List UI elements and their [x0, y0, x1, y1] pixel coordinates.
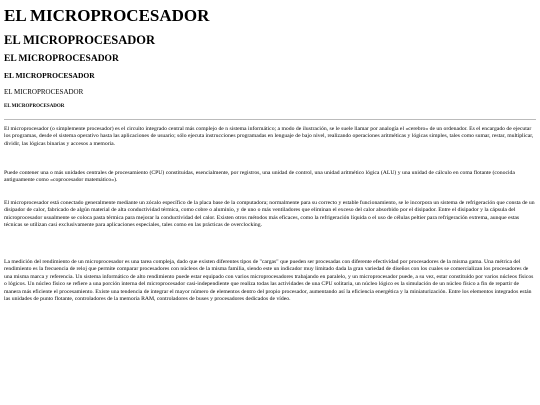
heading-level-1: EL MICROPROCESADOR [4, 6, 210, 25]
paragraph-cooling: El microprocesador está conectado generalmente mediante un zócalo específico de la placa base de la computadora; normalmente para su correcto y estable funcionamiento, se le incorpora un sistema de refrigeración que consta de un disipador de calor, fabricado de algún material de alta conductividad térmica, como cobre o aluminio, y de uno o más ventiladores que eliminan el exceso del calor absorbido por el disipador. Entre el disipador y la cápsula del microprocesador usualmente se coloca pasta térmica para mejorar la conductividad del calor. Existen otros métodos más eficaces, como la refrigeración líquida o el uso de células peltier para refrigeración extrema, aunque estas técnicas se utilizan casi exclusivamente para aplicaciones especiales, tales como en las prácticas de overclocking. [4, 200, 535, 229]
heading-level-6: EL MICROPROCESADOR [4, 104, 65, 109]
heading-level-2: EL MICROPROCESADOR [4, 33, 156, 47]
paragraph-definition: El microprocesador (o simplemente procesador) es el circuito integrado central más complejo de n sistema informático; a modo de ilustración, se le suele llamar por analogía el «cerebro» de un ordenador. Es el encargado de ejecutar los programas, desde el sistema operativo hasta las aplicaciones de usuario; sólo ejecuta instrucciones programadas en lenguaje de bajo nivel, realizando operaciones aritméticas y lógicas simples, tales como sumar, restar, multiplicar, dividir, las lógicas binarias y accesos a memoria. [4, 126, 534, 147]
paragraph-cpu-units: Puede contener una o más unidades centrales de procesamiento (CPU) constituidas, esencialmente, por registros, una unidad de control, una unidad aritmético lógica (ALU) y una unidad de cálculo en coma flotante (conocida antiguamente como «coprocesador matemático»). [4, 170, 515, 184]
heading-level-4: EL MICROPROCESADOR [4, 71, 95, 80]
heading-level-5: EL MICROPROCESADOR [4, 88, 84, 96]
horizontal-divider [4, 119, 536, 120]
heading-level-3: EL MICROPROCESADOR [4, 54, 119, 64]
paragraph-performance: La medición del rendimiento de un microprocesador es una tarea compleja, dado que existen diferentes tipos de "cargas" que pueden ser procesadas con diferente efectividad por procesadores de la misma gama. Una métrica del rendimiento es la frecuencia de reloj que permite comparar procesadores con núcleos de la misma familia, siendo este un indicador muy limitado dada la gran variedad de diseños con los cuales se comercializan los procesadores de una misma marca y referencia. Un sistema informático de alto rendimiento puede estar equipado con varios microprocesadores trabajando en paralelo, y un microprocesador puede, a su vez, estar constituido por varios núcleos físicos o lógicos. Un núcleo físico se refiere a una porción interna del microprocesador casi-independiente que realiza todas las actividades de una CPU solitaria, un núcleo lógico es la simulación de un núcleo físico a fin de repartir de manera más eficiente el procesamiento. Existe una tendencia de integrar el mayor número de elementos dentro del propio procesador, aumentando así la eficiencia energética y la miniaturización. Entre los elementos integrados están las unidades de punto flotante, controladores de la memoria RAM, controladores de buses y procesadores dedicados de vídeo. [4, 259, 534, 303]
